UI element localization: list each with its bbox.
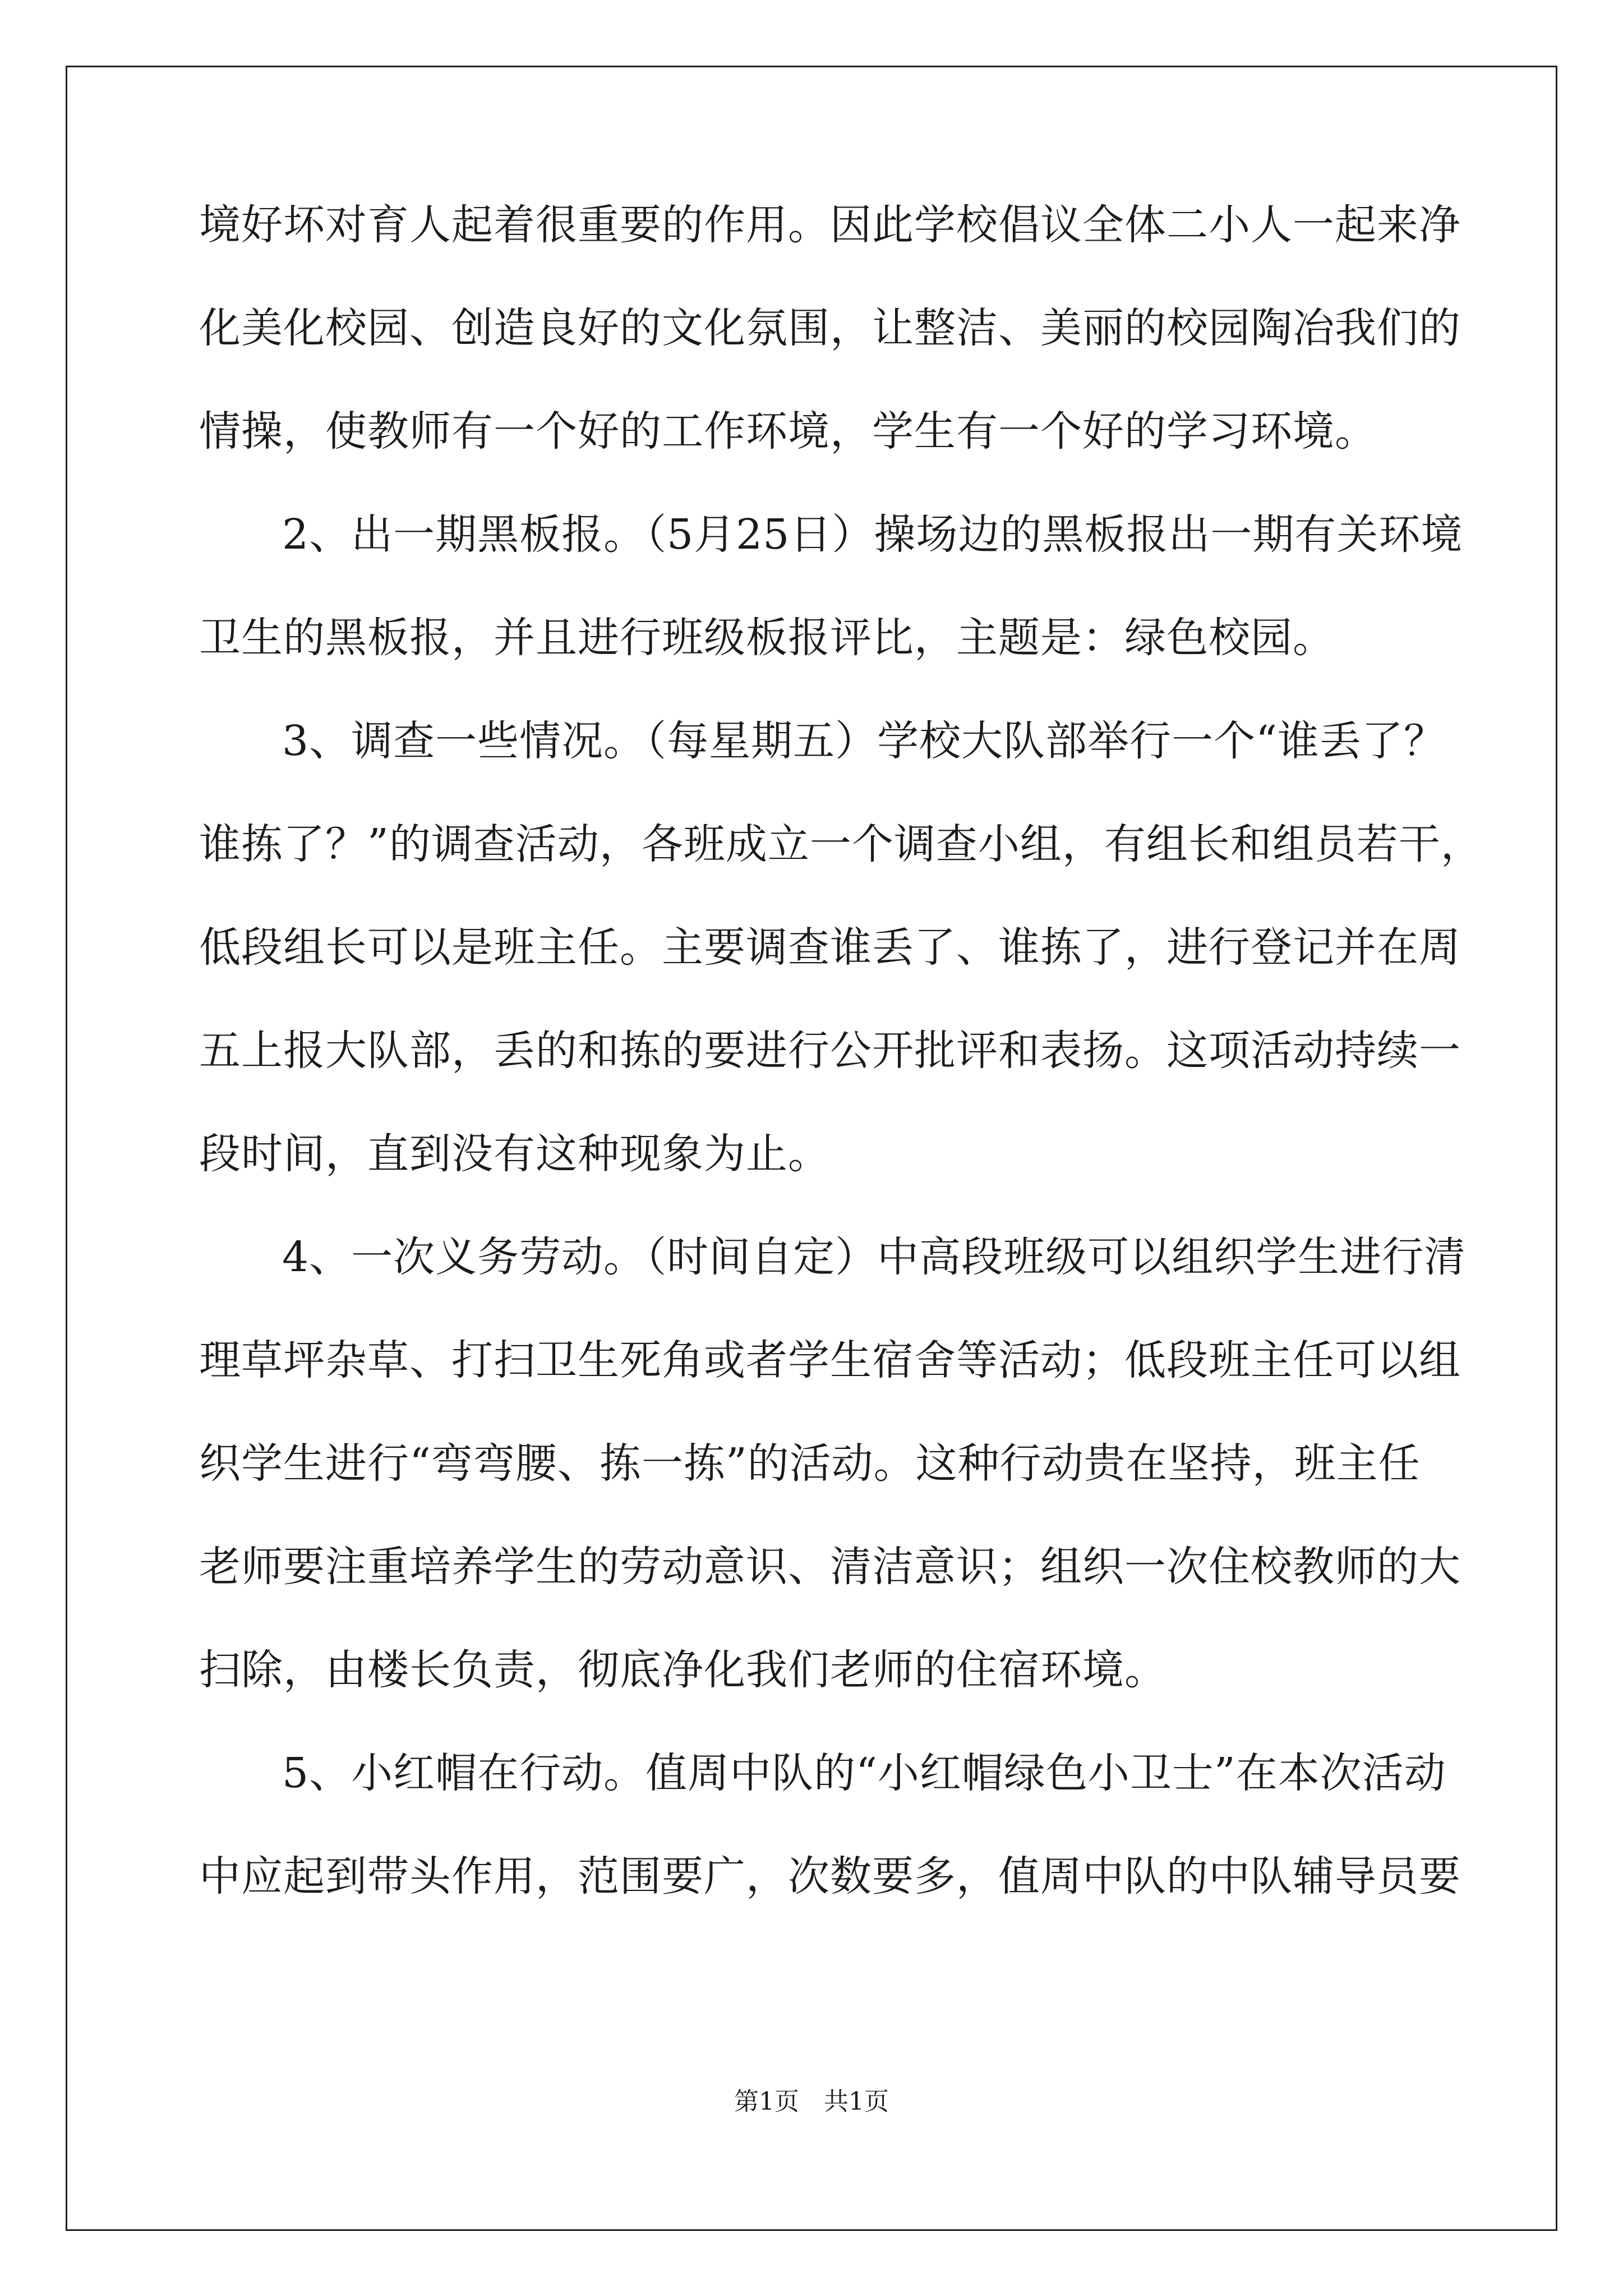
text-line: 卫生的黑板报，并且进行班级板报评比，主题是：绿色校园。 xyxy=(199,614,1335,662)
text-line: 织学生进行“弯弯腰、拣一拣”的活动。这种行动贵在坚持，班主任 xyxy=(199,1439,1421,1488)
paragraph-start-line: 5、小红帽在行动。值周中队的“小红帽绿色小卫士”在本次活动 xyxy=(282,1749,1446,1797)
text-line: 老师要注重培养学生的劳动意识、清洁意识；组织一次住校教师的大 xyxy=(199,1543,1461,1591)
text-line: 中应起到带头作用，范围要广，次数要多，值周中队的中队辅导员要 xyxy=(199,1852,1461,1901)
text-line: 情操，使教师有一个好的工作环境，学生有一个好的学习环境。 xyxy=(199,407,1377,455)
text-line: 低段组长可以是班主任。主要调查谁丢了、谁拣了，进行登记并在周 xyxy=(199,923,1461,972)
text-line: 段时间，直到没有这种现象为止。 xyxy=(199,1130,830,1178)
text-line: 五上报大队部，丢的和拣的要进行公开批评和表扬。这项活动持续一 xyxy=(199,1027,1461,1075)
page-footer: 第1页 共1页 xyxy=(734,2087,889,2116)
text-line: 境好坏对育人起着很重要的作用。因此学校倡议全体二小人一起来净 xyxy=(199,201,1461,249)
paragraph-start-line: 3、调查一些情况。（每星期五）学校大队部举行一个“谁丢了？ xyxy=(282,717,1446,765)
text-line: 理草坪杂草、打扫卫生死角或者学生宿舍等活动；低段班主任可以组 xyxy=(199,1336,1461,1384)
document-body xyxy=(199,201,1483,1958)
paragraph-start-line: 4、一次义务劳动。（时间自定）中高段班级可以组织学生进行清 xyxy=(282,1233,1467,1281)
paragraph-start-line: 2、出一期黑板报。（5月25日）操场边的黑板报出一期有关环境 xyxy=(282,510,1463,559)
text-line: 化美化校园、创造良好的文化氛围，让整洁、美丽的校园陶冶我们的 xyxy=(199,304,1461,352)
text-line: 谁拣了？”的调查活动，各班成立一个调查小组，有组长和组员若干， xyxy=(199,820,1483,868)
text-line: 扫除，由楼长负责，彻底净化我们老师的住宿环境。 xyxy=(199,1646,1166,1694)
